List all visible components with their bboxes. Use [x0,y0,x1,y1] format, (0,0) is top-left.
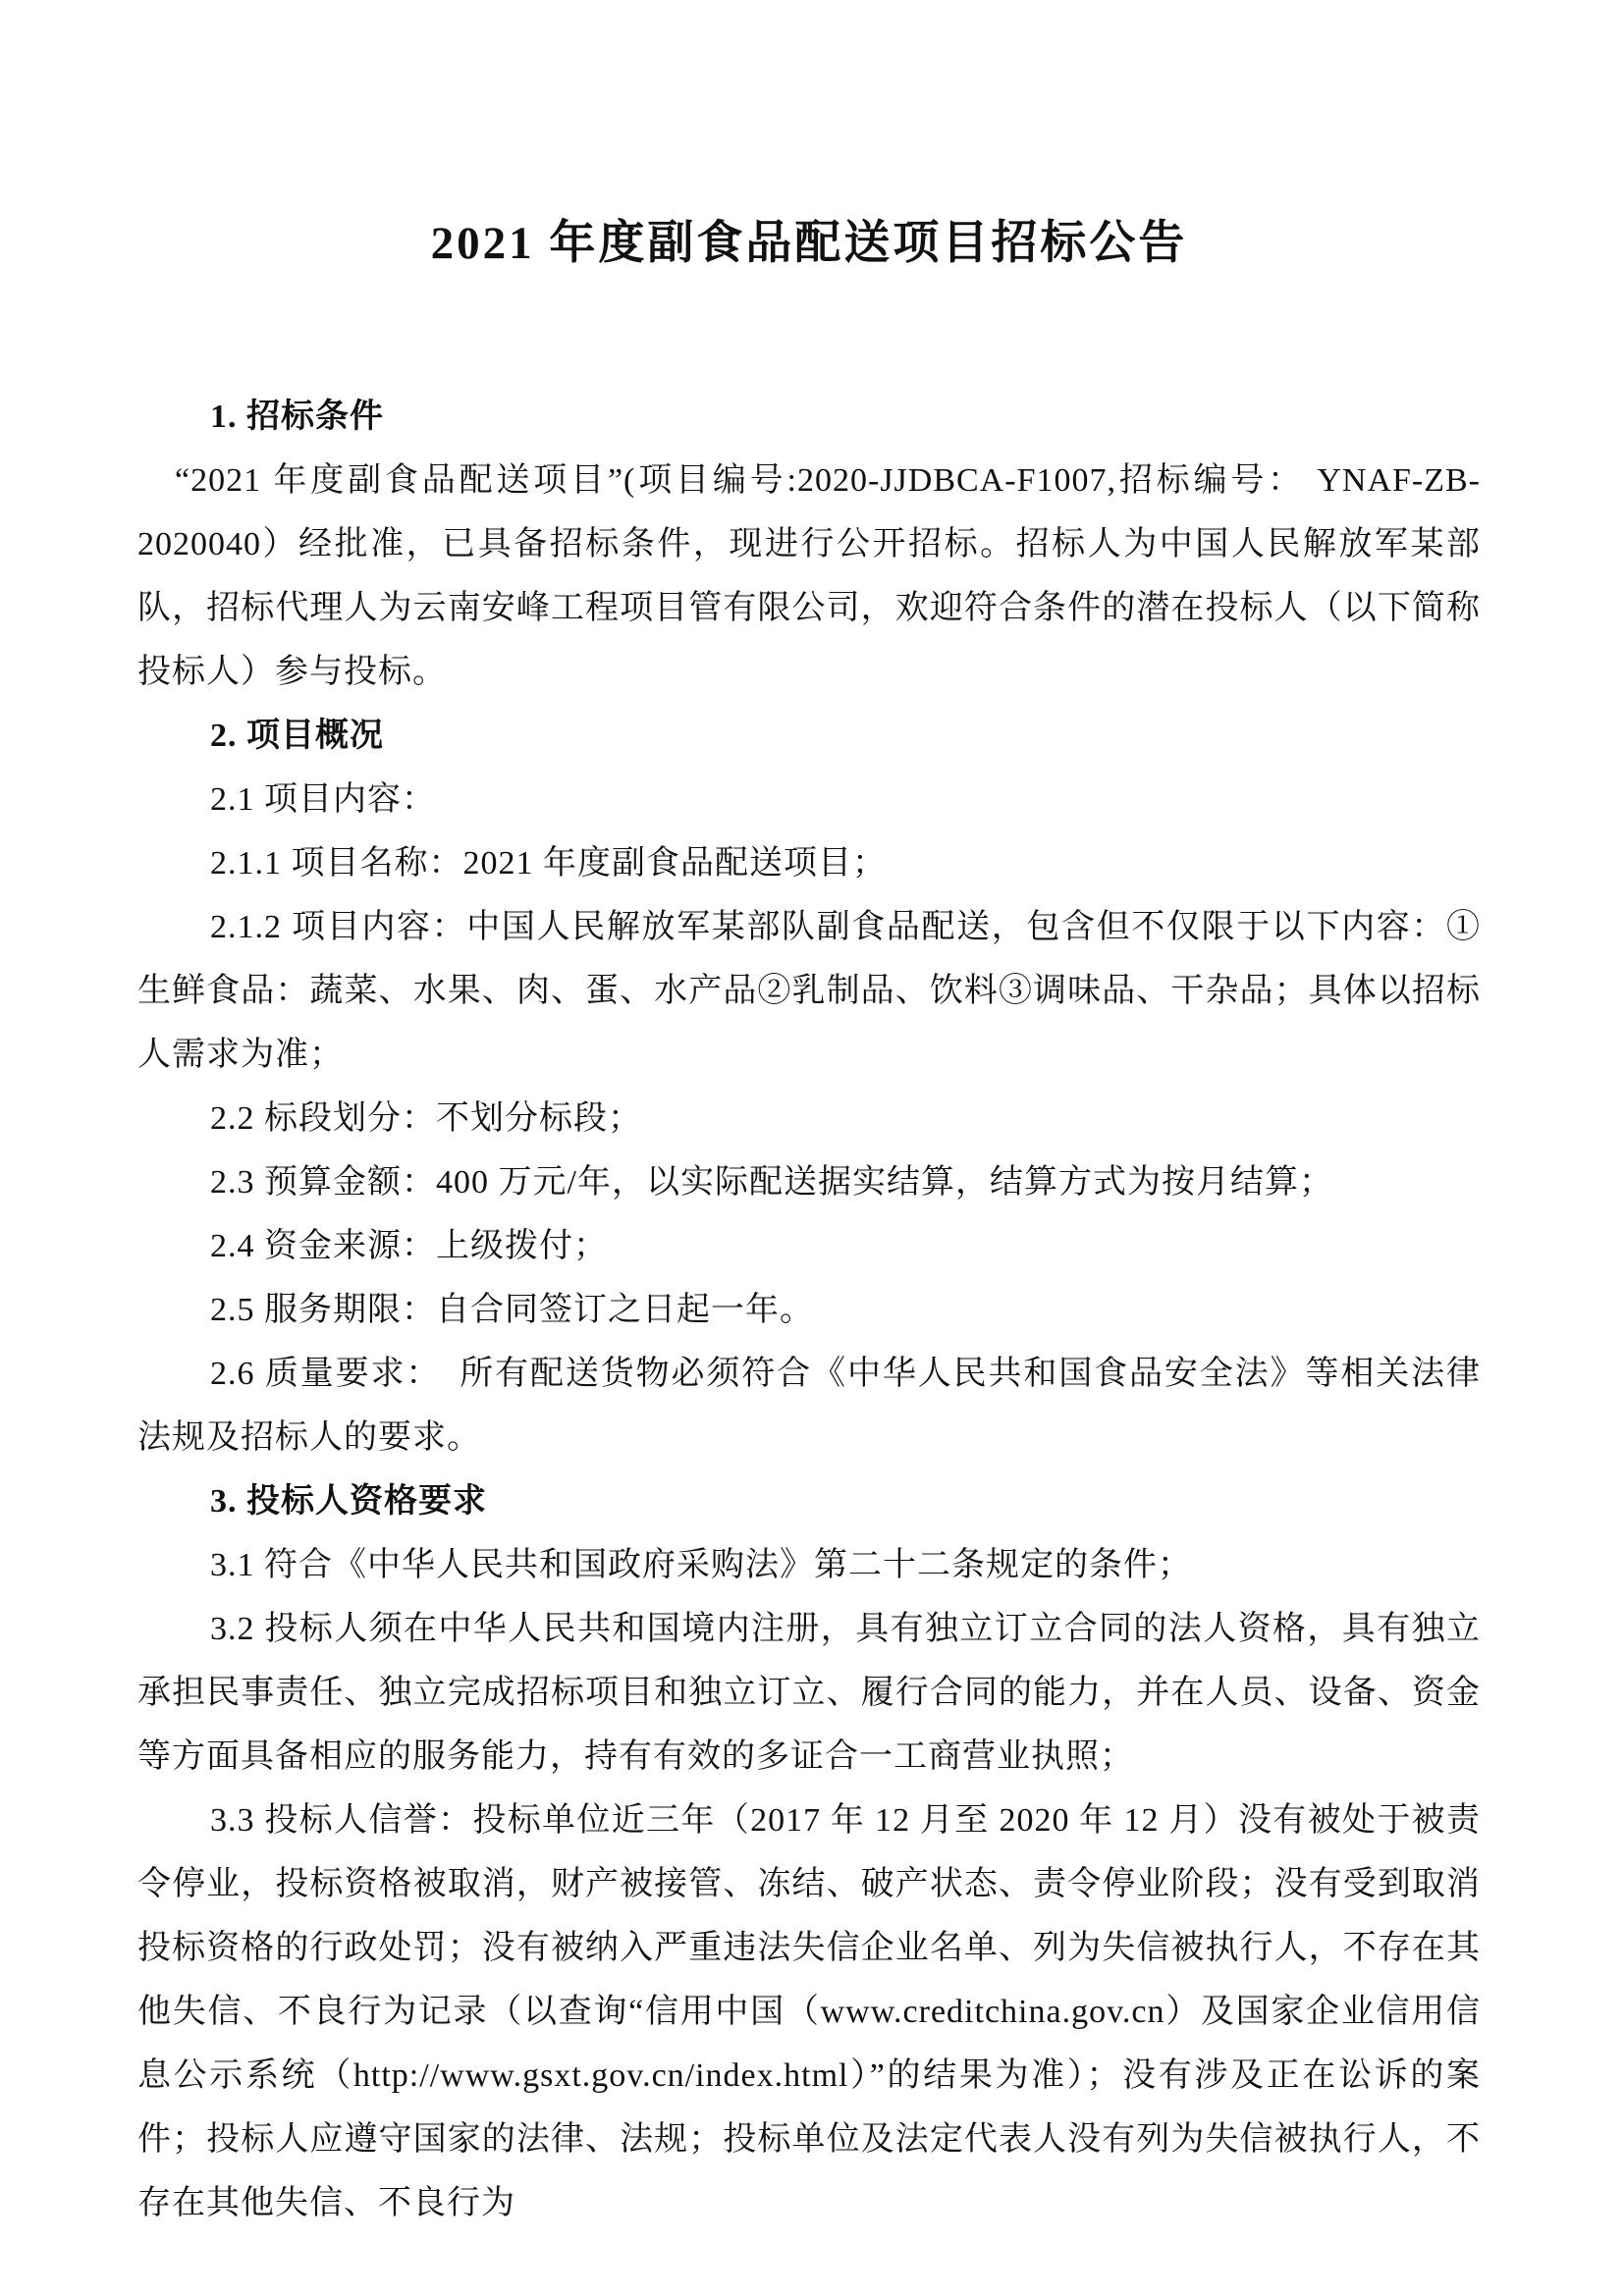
heading-bidder-qualifications: 3. 投标人资格要求 [210,1483,487,1520]
para-project-content: 2.1.2 项目内容：中国人民解放军某部队副食品配送，包含但不仅限于以下内容：①生鲜食品：蔬菜、水果、肉、蛋、水产品②乳制品、饮料③调味品、干杂品；具体以招标人需求为准； [137,909,1481,1073]
para-quality-requirements: 2.6 质量要求： 所有配送货物必须符合《中华人民共和国食品安全法》等相关法律法规及招标人的要求。 [137,1356,1481,1456]
heading-tender-conditions: 1. 招标条件 [210,399,384,435]
document-title: 2021 年度副食品配送项目招标公告 [430,218,1188,269]
para-budget: 2.3 预算金额：400 万元/年，以实际配送据实结算，结算方式为按月结算； [210,1164,1333,1201]
para-bid-sections: 2.2 标段划分：不划分标段； [210,1100,642,1137]
para-funding-source: 2.4 资金来源：上级拨付； [210,1228,608,1264]
para-qualification-3-2: 3.2 投标人须在中华人民共和国境内注册，具有独立订立合同的法人资格，具有独立承担民事责任、独立完成招标项目和独立订立、履行合同的能力，并在人员、设备、资金等方面具备相应的服务能力，持有有效的多证合一工商营业执照； [137,1611,1481,1775]
para-tender-conditions: “2021 年度副食品配送项目”(项目编号:2020-JJDBCA-F1007,招标编号： YNAF-ZB-2020040）经批准，已具备招标条件，现进行公开招标。招标人为中国人民解放军某部队，招标代理人为云南安峰工程项目管有限公司，欢迎符合条件的潜在投标人（以下简称投标人）参与投标。 [137,462,1481,690]
para-qualification-3-1: 3.1 符合《中华人民共和国政府采购法》第二十二条规定的条件； [210,1547,1192,1583]
para-project-content-label: 2.1 项目内容： [210,781,436,818]
document-content [137,214,1481,2235]
heading-project-overview: 2. 项目概况 [210,718,384,754]
para-qualification-3-3: 3.3 投标人信誉：投标单位近三年（2017 年 12 月至 2020 年 12 月）没有被处于被责令停业，投标资格被取消，财产被接管、冻结、破产状态、责令停业阶段；没有受到取消投标资格的行政处罚；没有被纳入严重违法失信企业名单、列为失信被执行人，不存在其他失信、不良行为记录（以查询“信用中国（www.creditchina.gov.cn）及国家企业信用信息公示系统（http://www.gsxt.gov.cn/index.html）”的结果为准）；没有涉及正在讼诉的案件；投标人应遵守国家的法律、法规；投标单位及法定代表人没有列为失信被执行人，不存在其他失信、不良行为 [137,1802,1481,2221]
para-project-name: 2.1.1 项目名称：2021 年度副食品配送项目； [210,845,887,881]
para-service-period: 2.5 服务期限：自合同签订之日起一年。 [210,1292,814,1328]
